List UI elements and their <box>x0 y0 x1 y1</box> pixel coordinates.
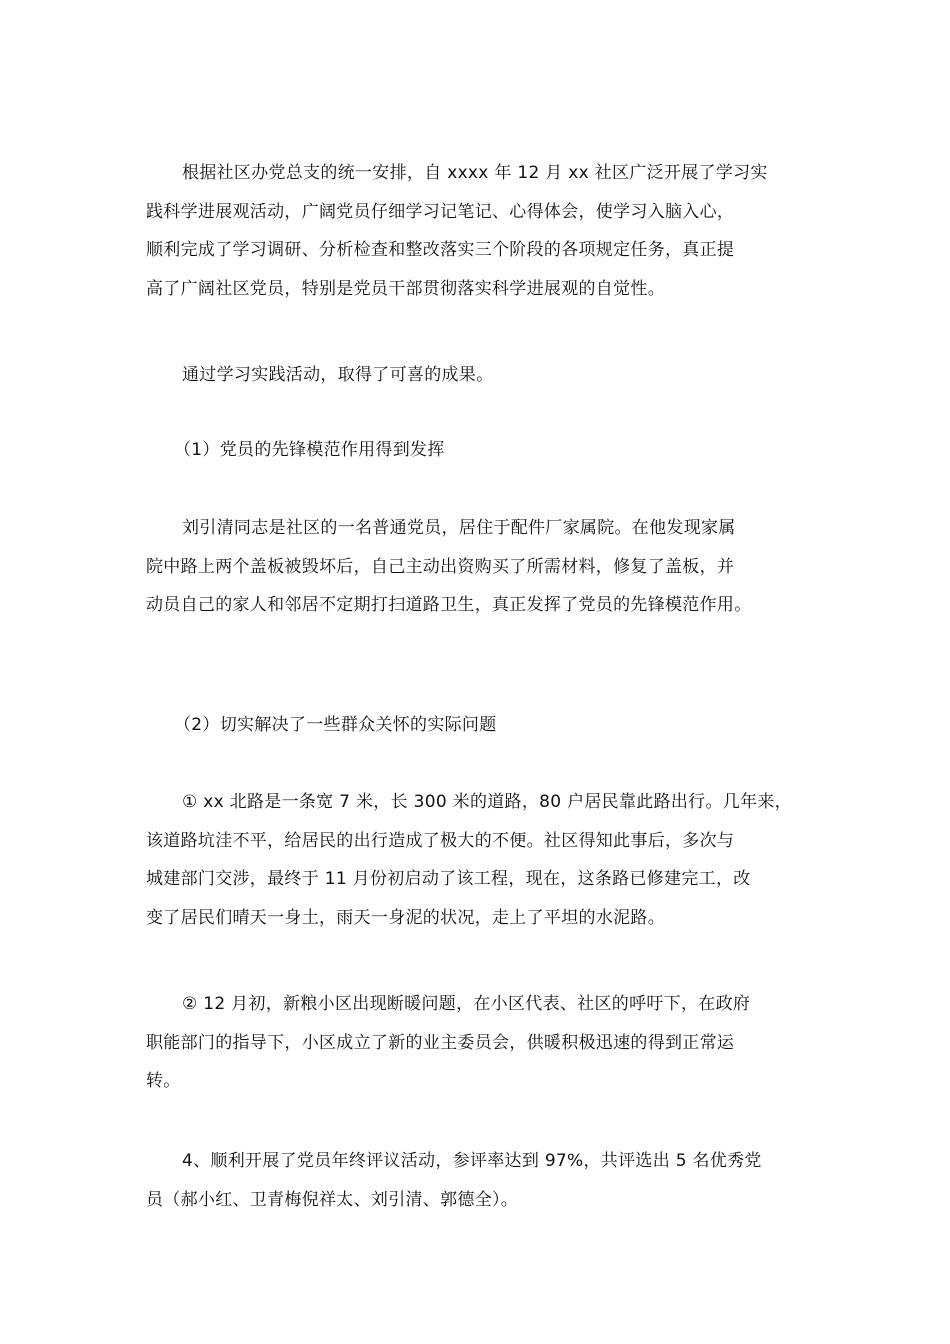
text-line: ① xx 北路是一条宽 7 米，长 300 米的道路，80 户居民靠此路出行。几年来， <box>182 792 792 812</box>
text-line: 城建部门交涉，最终于 11 月份初启动了该工程，现在，这条路已修建完工，改 <box>146 869 751 889</box>
text-line: 根据社区办党总支的统一安排，自 xxxx 年 12 月 xx 社区广泛开展了学习实 <box>182 163 768 183</box>
text-line: 院中路上两个盖板被毁坏后，自己主动出资购买了所需材料，修复了盖板，并 <box>146 556 735 577</box>
text-line: 顺利完成了学习调研、分析检查和整改落实三个阶段的各项规定任务，真正提 <box>146 240 735 260</box>
paragraph-item-1 <box>146 783 806 937</box>
paragraph-liu-yinqing <box>146 509 806 625</box>
heading-text: （2）切实解决了一些群众关怀的实际问题 <box>174 715 497 735</box>
text-line: 高了广阔社区党员，特别是党员干部贯彻落实科学进展观的自觉性。 <box>146 278 665 299</box>
text-line: 践科学进展观活动，广阔党员仔细学习记笔记、心得体会，使学习入脑入心， <box>146 201 735 222</box>
text-line: 刘引清同志是社区的一名普通党员，居住于配件厂家属院。在他发现家属 <box>182 518 736 538</box>
text-line: 通过学习实践活动，取得了可喜的成果。 <box>182 365 494 385</box>
text-line: 转。 <box>146 1071 181 1091</box>
text-line: 4、顺利开展了党员年终评议活动，参评率达到 97%，共评选出 5 名优秀党 <box>182 1151 762 1171</box>
paragraph-results-intro <box>146 356 806 395</box>
text-line: 动员自己的家人和邻居不定期打扫道路卫生，真正发挥了党员的先锋模范作用。 <box>146 595 752 615</box>
heading-text: （1）党员的先锋模范作用得到发挥 <box>174 440 445 460</box>
paragraph-item-2 <box>146 985 806 1101</box>
section-heading-1 <box>146 431 806 470</box>
paragraph-intro <box>146 154 806 308</box>
text-line: 变了居民们晴天一身土，雨天一身泥的状况，走上了平坦的水泥路。 <box>146 907 665 928</box>
section-heading-2 <box>146 706 806 745</box>
text-line: 该道路坑洼不平，给居民的出行造成了极大的不便。社区得知此事后，多次与 <box>146 830 735 851</box>
text-line: ② 12 月初，新粮小区出现断暖问题，在小区代表、社区的呼吁下，在政府 <box>182 994 751 1014</box>
text-line: 员（郝小红、卫青梅倪祥太、刘引清、郭德全）。 <box>146 1189 519 1210</box>
paragraph-item-4 <box>146 1142 806 1219</box>
text-line: 职能部门的指导下，小区成立了新的业主委员会，供暖积极迅速的得到正常运 <box>146 1032 735 1053</box>
